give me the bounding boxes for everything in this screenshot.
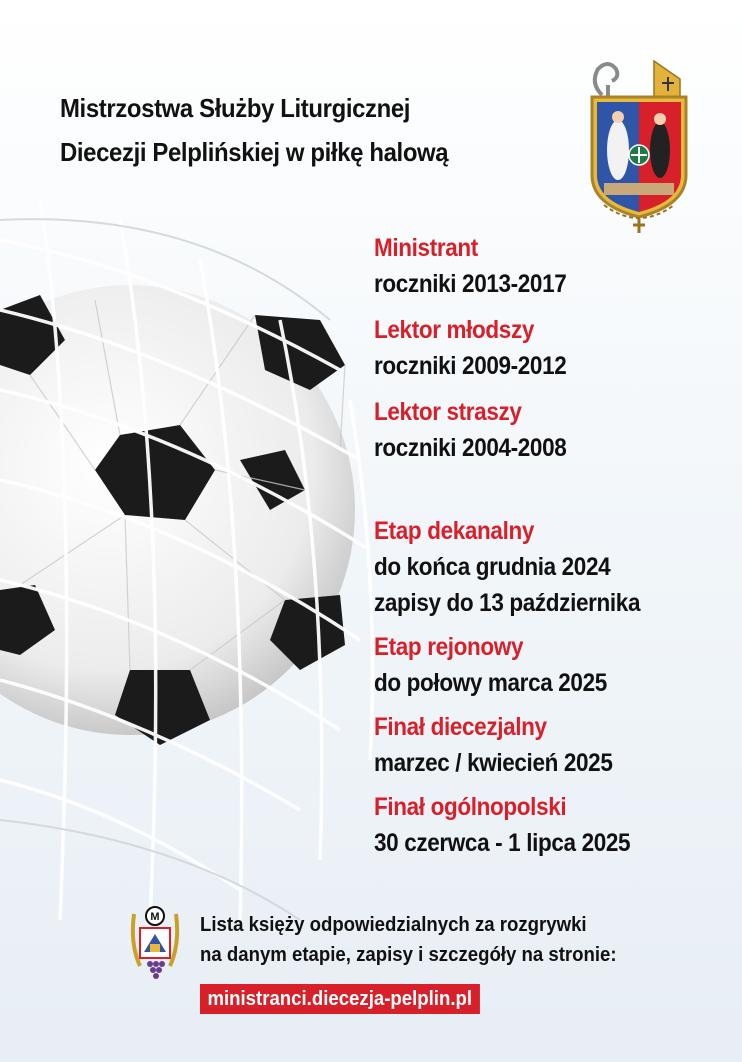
category-years: roczniki 2013-2017 bbox=[374, 270, 567, 298]
stage-date: marzec / kwiecień 2025 bbox=[374, 749, 613, 777]
category-years: roczniki 2004-2008 bbox=[374, 434, 567, 462]
stage-date: 30 czerwca - 1 lipca 2025 bbox=[374, 829, 631, 857]
category-years: roczniki 2009-2012 bbox=[374, 352, 567, 380]
title-line-1: Mistrzostwa Służby Liturgicznej bbox=[60, 93, 411, 123]
stage-final-diecezjalny bbox=[374, 709, 734, 781]
ministranci-logo-icon bbox=[128, 904, 182, 982]
poster-title bbox=[60, 86, 538, 174]
category-name: Lektor straszy bbox=[374, 398, 522, 426]
stage-name: Finał diecezjalny bbox=[374, 713, 547, 741]
stage-dekanalny bbox=[374, 513, 734, 621]
stage-registration: zapisy do 13 października bbox=[374, 589, 641, 617]
svg-text:M: M bbox=[150, 911, 160, 923]
tournament-stages bbox=[374, 513, 734, 869]
diocese-coat-of-arms-icon bbox=[584, 55, 694, 235]
category-lektor-mlodszy bbox=[374, 312, 734, 384]
footer-line-2: na danym etapie, zapisy i szczegóły na stronie: bbox=[200, 944, 617, 966]
category-ministrant bbox=[374, 230, 734, 302]
category-lektor-starszy bbox=[374, 394, 734, 466]
stage-rejonowy bbox=[374, 629, 734, 701]
stage-date: do końca grudnia 2024 bbox=[374, 553, 611, 581]
footer-info bbox=[200, 910, 720, 970]
stage-name: Etap dekanalny bbox=[374, 517, 535, 545]
website-link[interactable]: ministranci.diecezja-pelplin.pl bbox=[200, 984, 479, 1014]
footer-line-1: Lista księży odpowiedzialnych za rozgrywki bbox=[200, 914, 587, 936]
stage-name: Finał ogólnopolski bbox=[374, 793, 567, 821]
stage-date: do połowy marca 2025 bbox=[374, 669, 607, 697]
title-line-2: Diecezji Pelplińskiej w piłkę halową bbox=[60, 137, 449, 167]
category-name: Lektor młodszy bbox=[374, 316, 535, 344]
category-name: Ministrant bbox=[374, 234, 478, 262]
age-categories bbox=[374, 230, 734, 476]
stage-final-ogolnopolski bbox=[374, 789, 734, 861]
stage-name: Etap rejonowy bbox=[374, 633, 524, 661]
soccer-ball-in-net-image bbox=[0, 200, 430, 920]
